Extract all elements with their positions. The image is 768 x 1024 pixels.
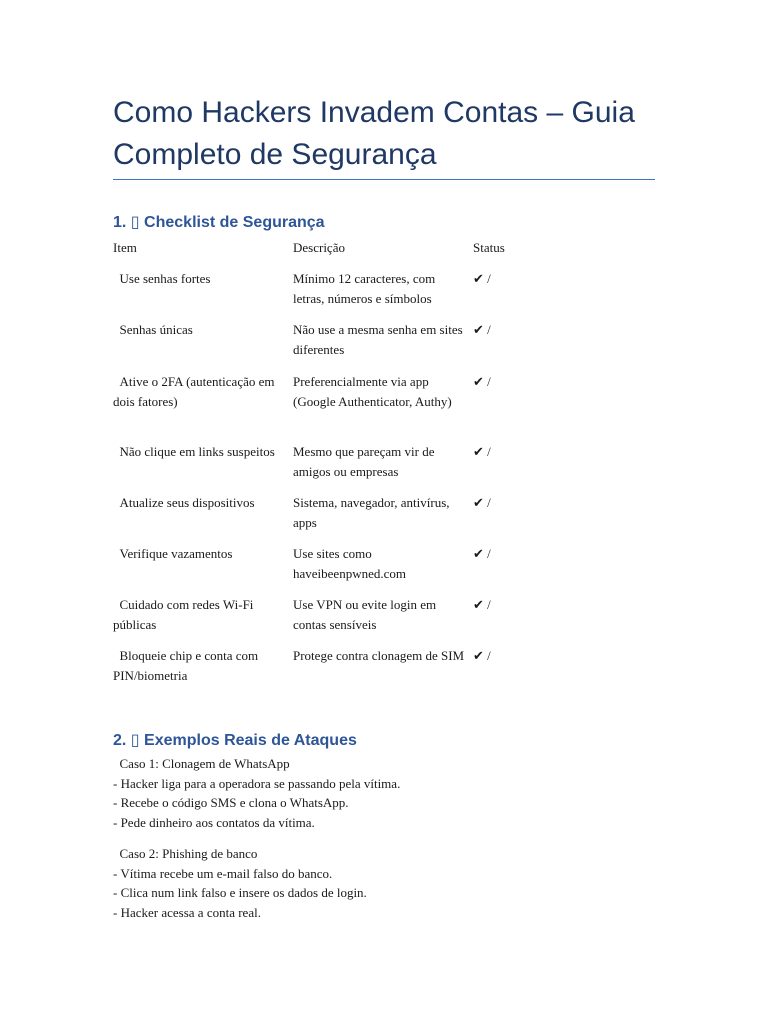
- row-item: Use senhas fortes: [113, 271, 211, 286]
- row-status: ✔ /: [473, 546, 491, 561]
- row-item: Ative o 2FA (autenticação em dois fatores): [113, 374, 278, 409]
- example-case: [113, 844, 658, 922]
- row-description: Não use a mesma senha em sites diferentes: [293, 322, 463, 357]
- example-step: - Clica num link falso e insere os dados de login.: [113, 885, 367, 900]
- example-case-title: Caso 1: Clonagem de WhatsApp: [113, 756, 290, 771]
- row-status: ✔ /: [473, 374, 491, 389]
- row-description: Protege contra clonagem de SIM: [293, 648, 465, 663]
- row-description: Sistema, navegador, antivírus, apps: [293, 495, 450, 530]
- section-heading-examples: 2. ▯ Exemplos Reais de Ataques: [113, 732, 357, 749]
- example-step: - Hacker liga para a operadora se passando pela vítima.: [113, 775, 401, 791]
- row-item: Senhas únicas: [113, 322, 193, 337]
- row-item: Verifique vazamentos: [113, 546, 233, 561]
- row-item: Bloqueie chip e conta com PIN/biometria: [113, 648, 262, 683]
- example-case: [113, 754, 658, 832]
- column-header-description: Descrição: [293, 240, 345, 255]
- row-description: Mesmo que pareçam vir de amigos ou empresas: [293, 444, 435, 479]
- example-case-title: Caso 2: Phishing de banco: [113, 846, 258, 861]
- row-status: ✔ /: [473, 597, 491, 612]
- document-title: Como Hackers Invadem Contas – Guia Completo de Segurança: [113, 96, 635, 171]
- row-description: Use sites como haveibeenpwned.com: [293, 546, 406, 581]
- row-description: Mínimo 12 caracteres, com letras, números e símbolos: [293, 271, 436, 306]
- example-step: - Recebe o código SMS e clona o WhatsApp.: [113, 795, 349, 810]
- section-heading-checklist: 1. ▯ Checklist de Segurança: [113, 214, 325, 231]
- row-description: Preferencialmente via app (Google Authenticator, Authy): [293, 374, 452, 409]
- example-step: - Hacker acessa a conta real.: [113, 904, 261, 920]
- row-description: Use VPN ou evite login em contas sensíveis: [293, 597, 437, 632]
- column-header-item: Item: [113, 240, 137, 255]
- title-underline: [113, 179, 655, 180]
- row-item: Atualize seus dispositivos: [113, 495, 255, 510]
- row-status: ✔ /: [473, 495, 491, 510]
- example-step: - Pede dinheiro aos contatos da vítima.: [113, 814, 315, 830]
- row-item: Cuidado com redes Wi-Fi públicas: [113, 597, 257, 632]
- row-item: Não clique em links suspeitos: [113, 444, 275, 459]
- column-header-status: Status: [473, 240, 505, 255]
- row-status: ✔ /: [473, 271, 491, 286]
- row-status: ✔ /: [473, 444, 491, 459]
- example-step: - Vítima recebe um e-mail falso do banco.: [113, 865, 333, 881]
- row-status: ✔ /: [473, 322, 491, 337]
- row-status: ✔ /: [473, 648, 491, 663]
